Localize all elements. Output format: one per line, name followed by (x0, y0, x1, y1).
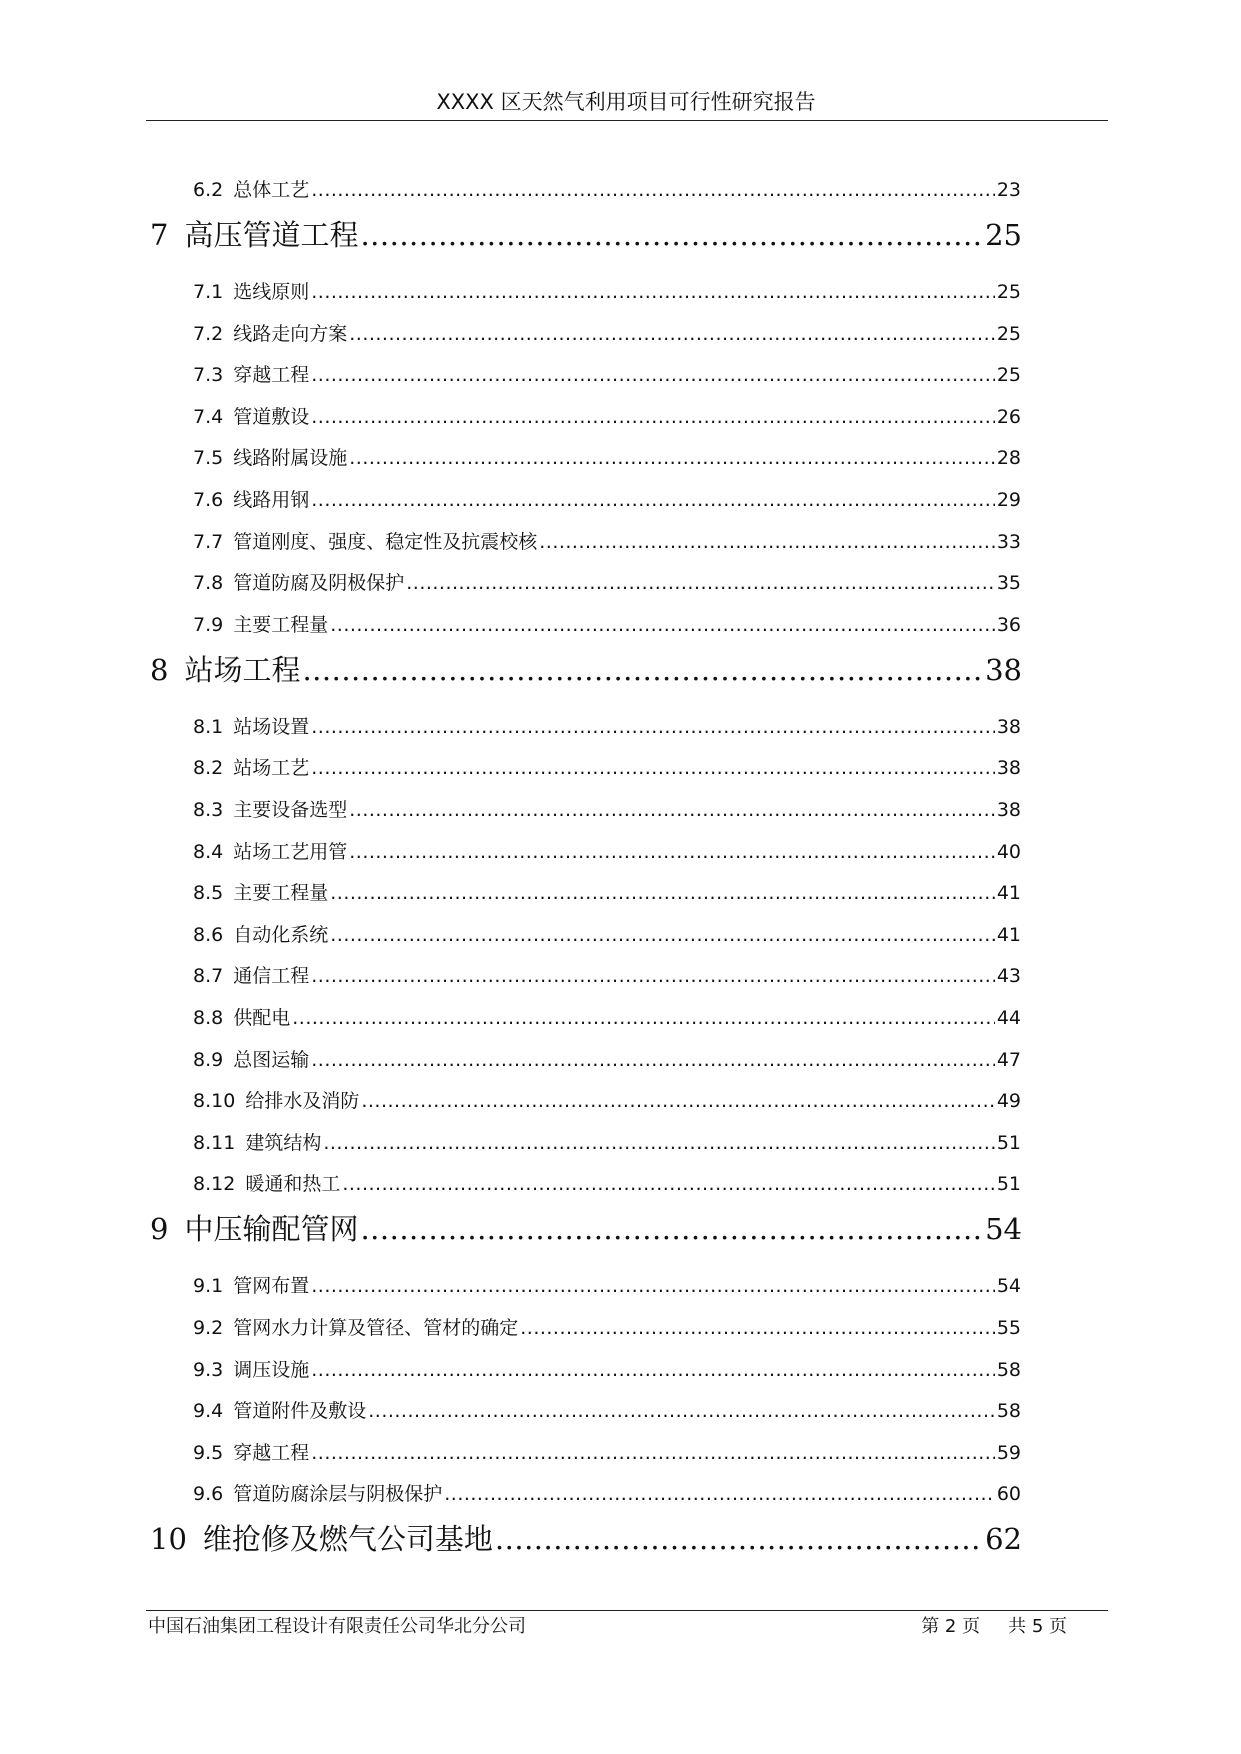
toc-entry-number: 7.8 (193, 572, 224, 595)
toc-leader-dots (311, 177, 995, 203)
toc-leader-dots (349, 445, 995, 471)
toc-section-entry[interactable] (0, 1357, 1241, 1383)
toc-entry-page-number: 54 (985, 1212, 1022, 1247)
toc-leader-dots (311, 404, 995, 430)
toc-section-entry[interactable] (0, 1088, 1241, 1114)
toc-section-entry[interactable] (0, 279, 1241, 305)
footer-divider (146, 1610, 1108, 1611)
toc-entry-number: 8.6 (193, 923, 224, 946)
toc-entry-title: 站场工程 (184, 652, 301, 687)
toc-chapter-entry[interactable] (0, 1211, 1241, 1247)
toc-entry-title: 调压设施 (233, 1358, 310, 1381)
toc-entry-number: 7.6 (193, 489, 224, 511)
toc-entry-number: 7 (150, 218, 169, 252)
toc-leader-dots (349, 321, 995, 347)
toc-entry-title: 高压管道工程 (184, 218, 359, 252)
toc-entry-title: 管网水力计算及管径、管材的确定 (233, 1317, 519, 1339)
toc-leader-dots (311, 1047, 995, 1073)
toc-section-entry[interactable] (0, 963, 1241, 989)
toc-section-entry[interactable] (0, 1005, 1241, 1031)
toc-section-entry[interactable] (0, 612, 1241, 638)
toc-entry-number: 9.5 (193, 1441, 224, 1464)
toc-leader-dots (330, 922, 995, 948)
header-divider (146, 120, 1108, 121)
toc-leader-dots (330, 880, 995, 906)
toc-entry-title: 供配电 (233, 1007, 291, 1029)
toc-entry-title: 站场工艺 (233, 757, 310, 780)
toc-leader-dots (360, 217, 983, 253)
toc-leader-dots (311, 362, 995, 388)
footer-company: 中国石油集团工程设计有限责任公司华北分公司 (148, 1616, 526, 1637)
toc-entry-number: 8.7 (193, 965, 224, 988)
toc-entry-number: 7.5 (193, 447, 224, 470)
toc-entry-page-number: 38 (996, 715, 1021, 738)
toc-leader-dots (330, 612, 995, 638)
toc-entry-title: 管网布置 (233, 1275, 310, 1298)
toc-leader-dots (311, 755, 995, 781)
toc-entry-page-number: 62 (985, 1522, 1022, 1557)
toc-entry-page-number: 36 (996, 613, 1021, 636)
toc-entry-page-number: 47 (996, 1048, 1021, 1071)
toc-entry-number: 8.8 (193, 1007, 224, 1029)
toc-entry-number: 9 (150, 1212, 169, 1247)
toc-section-entry[interactable] (0, 1130, 1241, 1156)
toc-leader-dots (342, 1171, 994, 1197)
toc-section-entry[interactable] (0, 1047, 1241, 1073)
toc-entry-number: 8.11 (193, 1131, 236, 1154)
toc-entry-number: 8.10 (193, 1090, 236, 1113)
toc-entry-title: 管道防腐及阴极保护 (233, 572, 405, 595)
toc-entry-page-number: 40 (996, 840, 1021, 863)
toc-entry-page-number: 25 (985, 218, 1022, 252)
toc-entry-page-number: 25 (996, 281, 1021, 303)
toc-entry-number: 6.2 (193, 179, 224, 201)
toc-chapter-entry[interactable] (0, 652, 1241, 688)
toc-section-entry[interactable] (0, 755, 1241, 781)
toc-entry-number: 9.2 (193, 1317, 224, 1339)
toc-section-entry[interactable] (0, 922, 1241, 948)
toc-section-entry[interactable] (0, 487, 1241, 513)
toc-leader-dots (311, 487, 995, 513)
toc-entry-number: 8.12 (193, 1173, 236, 1196)
toc-chapter-entry[interactable] (0, 217, 1241, 253)
toc-entry-number: 9.4 (193, 1400, 224, 1423)
toc-entry-number: 7.9 (193, 613, 224, 636)
toc-section-entry[interactable] (0, 570, 1241, 596)
toc-entry-page-number: 59 (996, 1441, 1021, 1464)
toc-section-entry[interactable] (0, 880, 1241, 906)
toc-entry-page-number: 38 (996, 757, 1021, 780)
toc-leader-dots (292, 1005, 995, 1031)
footer-page-number: 第 2 页 (921, 1616, 981, 1637)
toc-entry-page-number: 25 (996, 322, 1021, 345)
toc-entry-title: 总图运输 (233, 1048, 310, 1071)
toc-entry-page-number: 54 (996, 1275, 1021, 1298)
toc-entry-page-number: 58 (996, 1400, 1021, 1423)
toc-entry-page-number: 25 (996, 364, 1021, 387)
toc-leader-dots (349, 797, 995, 823)
toc-entry-title: 穿越工程 (233, 364, 310, 387)
toc-entry-page-number: 28 (996, 447, 1021, 470)
toc-entry-title: 穿越工程 (233, 1441, 310, 1464)
toc-section-entry[interactable] (0, 1440, 1241, 1466)
toc-leader-dots (323, 1130, 994, 1156)
toc-entry-title: 中压输配管网 (184, 1212, 359, 1247)
toc-leader-dots (361, 1088, 994, 1114)
toc-entry-title: 主要工程量 (233, 613, 329, 636)
toc-leader-dots (311, 714, 995, 740)
toc-entry-number: 8.5 (193, 882, 224, 905)
toc-entry-title: 管道刚度、强度、稳定性及抗震校核 (233, 530, 538, 553)
toc-entry-page-number: 38 (985, 652, 1022, 687)
toc-entry-page-number: 23 (996, 179, 1021, 201)
toc-entry-number: 7.7 (193, 530, 224, 553)
toc-entry-page-number: 55 (996, 1317, 1021, 1339)
toc-entry-title: 线路附属设施 (233, 447, 348, 470)
toc-entry-page-number: 60 (996, 1483, 1021, 1506)
toc-entry-title: 暖通和热工 (245, 1173, 341, 1196)
toc-section-entry[interactable] (0, 1481, 1241, 1507)
toc-entry-number: 8 (150, 652, 169, 687)
toc-leader-dots (495, 1521, 983, 1557)
toc-section-entry[interactable] (0, 529, 1241, 555)
toc-leader-dots (311, 1357, 995, 1383)
toc-leader-dots (520, 1315, 995, 1341)
toc-section-entry[interactable] (0, 404, 1241, 430)
toc-leader-dots (444, 1481, 995, 1507)
toc-entry-title: 建筑结构 (245, 1131, 322, 1154)
toc-entry-page-number: 49 (996, 1090, 1021, 1113)
toc-entry-title: 线路走向方案 (233, 322, 348, 345)
toc-entry-page-number: 26 (996, 405, 1021, 428)
toc-leader-dots (406, 570, 995, 596)
toc-entry-page-number: 35 (996, 572, 1021, 595)
toc-entry-number: 8.2 (193, 757, 224, 780)
toc-entry-page-number: 29 (996, 489, 1021, 511)
toc-entry-title: 站场设置 (233, 715, 310, 738)
toc-entry-number: 9.6 (193, 1483, 224, 1506)
toc-section-entry[interactable] (0, 714, 1241, 740)
toc-entry-title: 管道敷设 (233, 405, 310, 428)
toc-entry-number: 7.3 (193, 364, 224, 387)
toc-entry-page-number: 41 (996, 882, 1021, 905)
toc-entry-title: 给排水及消防 (245, 1090, 360, 1113)
toc-leader-dots (368, 1398, 995, 1424)
toc-entry-number: 8.4 (193, 840, 224, 863)
toc-leader-dots (539, 529, 995, 555)
toc-leader-dots (349, 839, 995, 865)
toc-section-entry[interactable] (0, 1171, 1241, 1197)
toc-entry-title: 线路用钢 (233, 489, 310, 511)
toc-leader-dots (311, 279, 995, 305)
toc-entry-page-number: 44 (996, 1007, 1021, 1029)
toc-entry-title: 管道防腐涂层与阴极保护 (233, 1483, 443, 1506)
document-header-title: XXXX 区天然气利用项目可行性研究报告 (436, 90, 816, 114)
toc-entry-number: 8.1 (193, 715, 224, 738)
toc-entry-page-number: 33 (996, 530, 1021, 553)
toc-entry-title: 主要工程量 (233, 882, 329, 905)
toc-entry-number: 9.3 (193, 1358, 224, 1381)
toc-entry-title: 选线原则 (233, 281, 310, 303)
toc-entry-page-number: 51 (996, 1173, 1021, 1196)
toc-section-entry[interactable] (0, 445, 1241, 471)
toc-entry-title: 维抢修及燃气公司基地 (202, 1522, 493, 1557)
toc-entry-number: 7.4 (193, 405, 224, 428)
toc-entry-title: 总体工艺 (233, 179, 310, 201)
toc-entry-number: 10 (150, 1522, 187, 1557)
toc-section-entry[interactable] (0, 797, 1241, 823)
toc-section-entry[interactable] (0, 1398, 1241, 1424)
toc-entry-number: 8.3 (193, 799, 224, 821)
footer-page-info (921, 1614, 1067, 1640)
toc-entry-page-number: 51 (996, 1131, 1021, 1154)
toc-entry-title: 主要设备选型 (233, 799, 348, 821)
toc-section-entry[interactable] (0, 362, 1241, 388)
toc-entry-title: 自动化系统 (233, 923, 329, 946)
toc-chapter-entry[interactable] (0, 1521, 1241, 1557)
toc-section-entry[interactable] (0, 1315, 1241, 1341)
toc-entry-title: 站场工艺用管 (233, 840, 348, 863)
toc-entry-number: 9.1 (193, 1275, 224, 1298)
toc-entry-title: 管道附件及敷设 (233, 1400, 367, 1423)
toc-leader-dots (311, 963, 995, 989)
toc-leader-dots (311, 1440, 995, 1466)
toc-section-entry[interactable] (0, 839, 1241, 865)
toc-entry-page-number: 58 (996, 1358, 1021, 1381)
toc-entry-number: 7.2 (193, 322, 224, 345)
toc-section-entry[interactable] (0, 1273, 1241, 1299)
toc-leader-dots (311, 1273, 995, 1299)
toc-section-entry[interactable] (0, 321, 1241, 347)
toc-leader-dots (302, 652, 983, 688)
toc-section-entry[interactable] (0, 177, 1241, 203)
toc-leader-dots (360, 1211, 983, 1247)
toc-entry-title: 通信工程 (233, 965, 310, 988)
toc-entry-number: 8.9 (193, 1048, 224, 1071)
footer-total-pages: 共 5 页 (1008, 1616, 1067, 1637)
toc-entry-page-number: 41 (996, 923, 1021, 946)
toc-entry-page-number: 38 (996, 799, 1021, 821)
toc-entry-page-number: 43 (996, 965, 1021, 988)
toc-entry-number: 7.1 (193, 281, 224, 303)
